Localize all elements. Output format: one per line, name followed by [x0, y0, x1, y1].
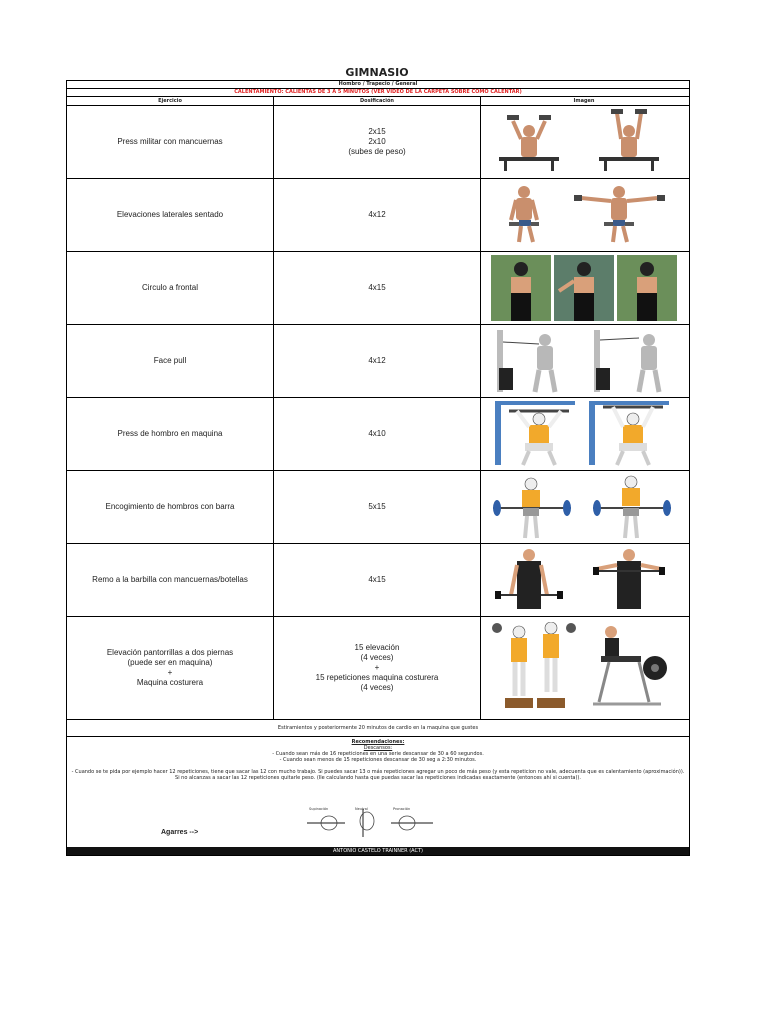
exercise-row — [67, 471, 689, 544]
exercise-dose: 5x15 — [274, 471, 481, 543]
page-title: GIMNASIO — [345, 66, 409, 79]
grip-label-pronation: Pronación — [393, 807, 411, 811]
exercise-image-face-pull — [481, 325, 687, 397]
exercise-row — [67, 106, 689, 179]
exercise-image-lateral-raise — [481, 179, 687, 251]
exercise-image-machine-press — [481, 398, 687, 470]
exercise-image-calf-raise — [481, 617, 687, 719]
subtitle-row — [67, 81, 689, 89]
rest-rule-1: - Cuando sean más de 16 repeticiones en una serie descansar de 30 a 60 segundos. — [272, 751, 484, 757]
cardio-row — [67, 720, 689, 737]
recommendations-section — [67, 739, 689, 847]
rest-heading: Descansos: — [363, 745, 393, 751]
reps-paragraph: - Cuando se te pida por ejemplo hacer 12 repeticiones, tiene que sacar las 12 con mucho trabajo. Si puedes sacar 13 o más repeticiones agregar un poco de más peso (y esta repeticion no vale, adecuenta que es calentamiento (aproximación)). Si no alcanzas a sacar las 12 repeticiones quitarle peso. (Ile calculando hasta que puedas sacar las repeticiones indicadas exactamente (entonces ahí si cuenta)). — [71, 769, 685, 781]
exercise-row — [67, 325, 689, 398]
header-dosage: Dosificación — [274, 97, 481, 105]
header-row — [67, 97, 689, 106]
exercise-name: Face pull — [67, 325, 274, 397]
exercise-image-shrug — [481, 471, 687, 543]
recommendations-heading: Recomendaciones: — [351, 739, 405, 745]
exercise-image-press-militar — [481, 106, 687, 178]
exercise-name: Elevación pantorrillas a dos piernas (puede ser en maquina) + Maquina costurera — [67, 617, 274, 719]
exercise-image-upright-row — [481, 544, 687, 616]
exercise-name: Press militar con mancuernas — [67, 106, 274, 178]
exercise-name: Circulo a frontal — [67, 252, 274, 324]
cardio-note: Estiramientos y posteriormente 20 minutos de cardio en la maquina que gustes — [277, 725, 479, 731]
exercise-row — [67, 617, 689, 720]
exercise-name: Encogimiento de hombros con barra — [67, 471, 274, 543]
workout-table — [66, 80, 690, 856]
exercise-dose: 4x15 — [274, 252, 481, 324]
exercise-row — [67, 179, 689, 252]
grip-label-neutral: Neutral — [355, 807, 368, 811]
exercise-name: Elevaciones laterales sentado — [67, 179, 274, 251]
exercise-name: Remo a la barbilla con mancuernas/botellas — [67, 544, 274, 616]
warmup-text: CALENTAMIENTO: CALIENTAS DE 3 A 5 MINUTOS (VER VIDEO DE LA CARPETA SOBRE COMO CALENTAR) — [234, 89, 522, 95]
exercise-name: Press de hombro en maquina — [67, 398, 274, 470]
exercise-dose: 4x12 — [274, 179, 481, 251]
subtitle: Hombro / Trapecio / General — [338, 81, 418, 87]
grips-image — [307, 805, 437, 839]
exercise-dose: 2x15 2x10 (subes de peso) — [274, 106, 481, 178]
exercise-dose: 4x10 — [274, 398, 481, 470]
warmup-row — [67, 89, 689, 97]
grip-label-supination: Supinación — [309, 807, 329, 811]
exercise-row — [67, 544, 689, 617]
exercise-dose: 15 elevación (4 veces) + 15 repeticiones maquina costurera (4 veces) — [274, 617, 481, 719]
exercise-image-circulo-frontal — [481, 252, 687, 324]
exercise-dose: 4x12 — [274, 325, 481, 397]
exercise-dose: 4x15 — [274, 544, 481, 616]
footer-trainer: ANTONIO CASTELO TRAINNER (ACT) — [67, 847, 689, 855]
header-exercise: Ejercicio — [67, 97, 274, 105]
exercise-row — [67, 252, 689, 325]
rest-rule-2: - Cuando sean menos de 15 repeticiones descansar de 30 seg a 2:30 minutos. — [279, 757, 477, 763]
exercise-row — [67, 398, 689, 471]
grips-label: Agarres --> — [161, 829, 199, 836]
header-image: Imagen — [573, 98, 595, 104]
